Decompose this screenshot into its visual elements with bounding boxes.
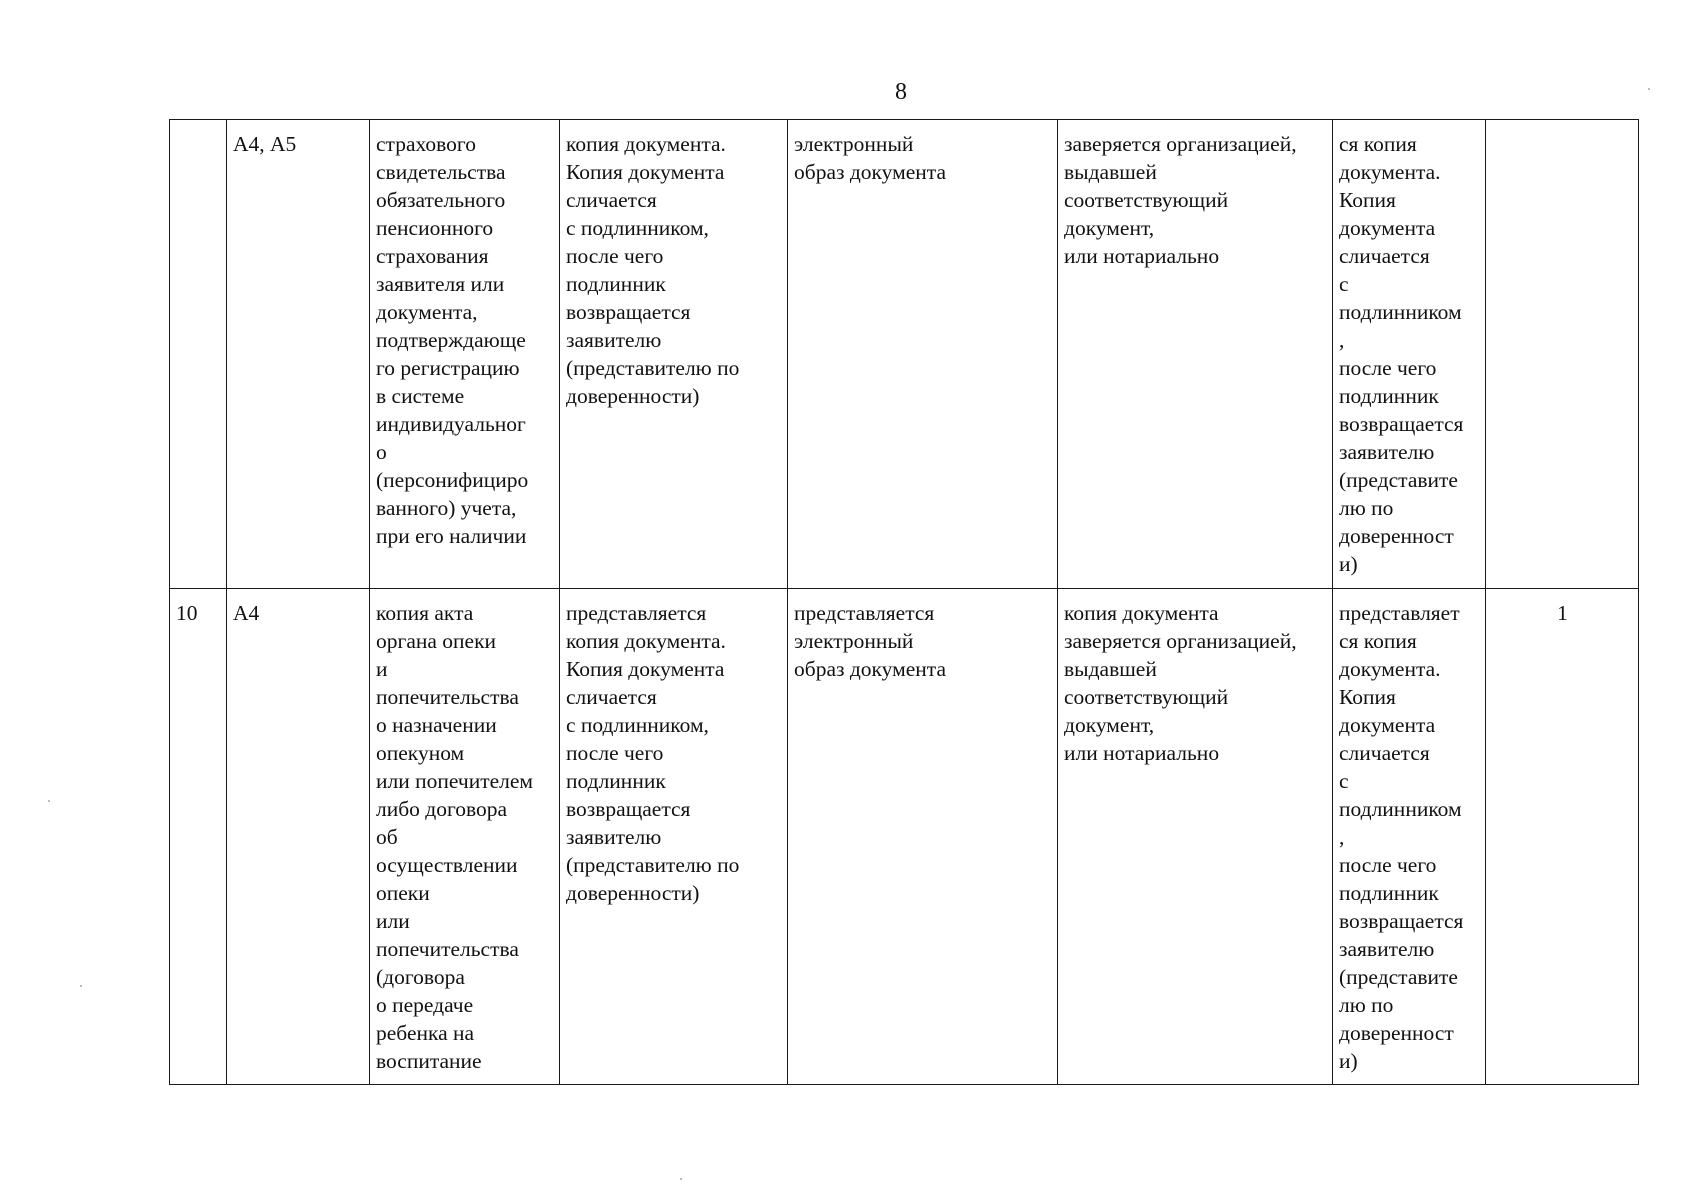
cell-in-person-submission: копия документа. Копия документа сличается с подлинником, после чего подлинник возвращается заявителю (представителю по доверенности) [560, 120, 788, 589]
cell-mfc-submission: ся копия документа. Копия документа сличается с подлинником , после чего подлинник возвращается заявителю (представите лю по доверенност и) [1333, 120, 1486, 589]
cell-certification: копия документа заверяется организацией, выдавшей соответствующий документ, или нотариально [1058, 589, 1333, 1085]
cell-row-number [170, 120, 227, 589]
cell-row-number: 10 [170, 589, 227, 1085]
cell-document-name: копия акта органа опеки и попечительства о назначении опекуном или попечителем либо договора об осуществлении опеки или попечительства (договора о передаче ребенка на воспитание [370, 589, 560, 1085]
cell-applicant-category: А4 [227, 589, 370, 1085]
table-row [170, 120, 1639, 589]
scan-speck [1648, 88, 1650, 90]
cell-document-name: страхового свидетельства обязательного пенсионного страхования заявителя или документа, подтверждающе го регистрацию в системе индивидуальног о (персонифициро ванного) учета, при его наличии [370, 120, 560, 589]
scan-speck [80, 985, 82, 987]
cell-copy-count [1486, 120, 1639, 589]
scan-speck [680, 1178, 682, 1180]
table-row [170, 589, 1639, 1085]
cell-certification: заверяется организацией, выдавшей соответствующий документ, или нотариально [1058, 120, 1333, 589]
scan-speck [48, 800, 50, 802]
cell-electronic-submission: представляется электронный образ документа [788, 589, 1058, 1085]
page-number: 8 [895, 79, 907, 105]
cell-applicant-category: А4, А5 [227, 120, 370, 589]
cell-in-person-submission: представляется копия документа. Копия документа сличается с подлинником, после чего подлинник возвращается заявителю (представителю по доверенности) [560, 589, 788, 1085]
cell-copy-count: 1 [1486, 589, 1639, 1085]
cell-electronic-submission: электронный образ документа [788, 120, 1058, 589]
documents-table [169, 119, 1639, 1085]
cell-mfc-submission: представляет ся копия документа. Копия документа сличается с подлинником , после чего подлинник возвращается заявителю (представите лю по доверенност и) [1333, 589, 1486, 1085]
